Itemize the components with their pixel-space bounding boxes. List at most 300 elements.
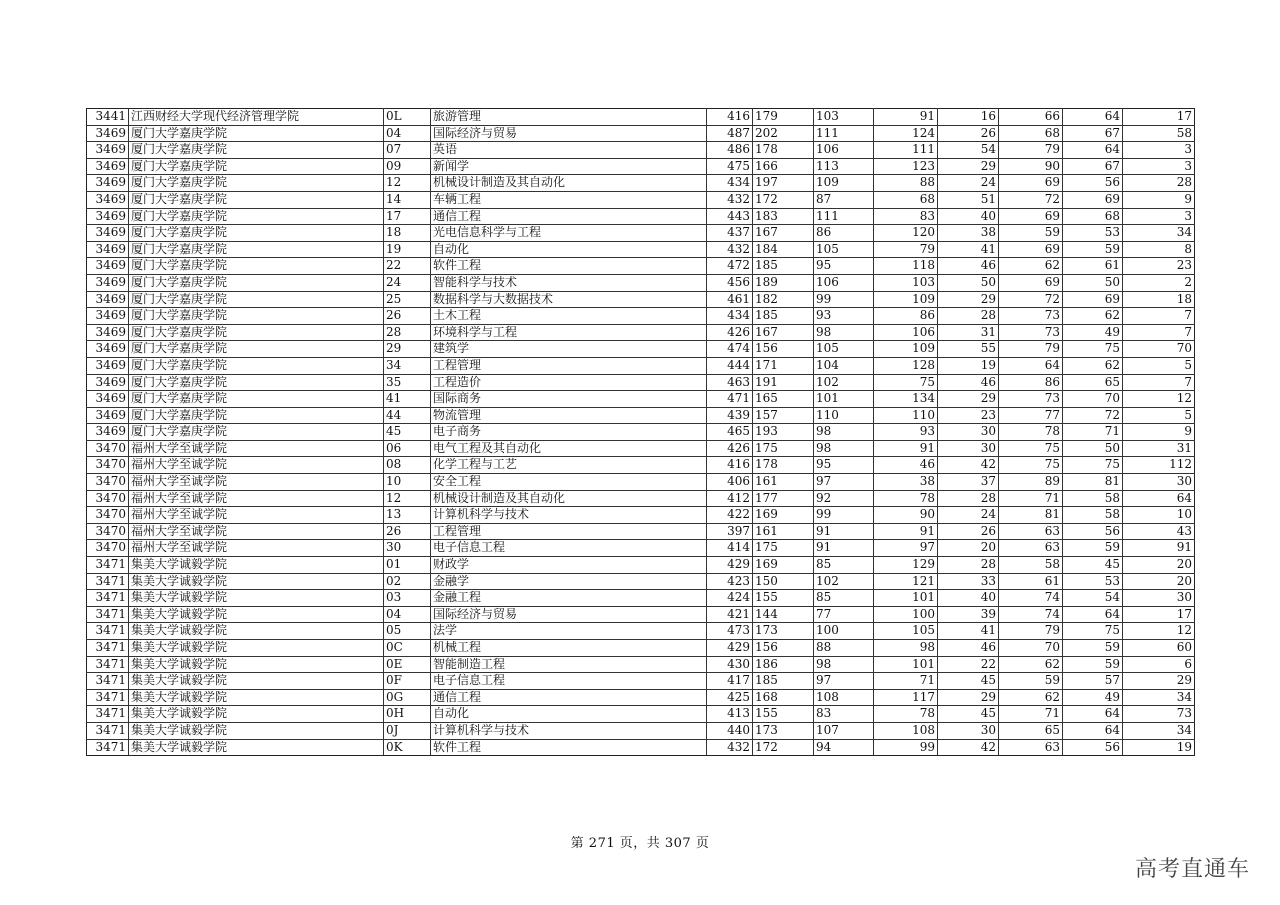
cell-score-2: 186 <box>753 656 814 673</box>
cell-score-7: 64 <box>1063 706 1123 723</box>
cell-school-name: 厦门大学嘉庚学院 <box>129 208 384 225</box>
cell-major-name: 金融学 <box>431 573 707 590</box>
cell-school-name: 江西财经大学现代经济管理学院 <box>129 109 384 126</box>
cell-major-name: 电子信息工程 <box>431 673 707 690</box>
cell-score-2: 157 <box>753 407 814 424</box>
cell-major-code: 26 <box>384 308 431 325</box>
cell-score-4: 108 <box>874 722 938 739</box>
cell-score-8: 7 <box>1123 374 1195 391</box>
cell-score-6: 75 <box>999 457 1063 474</box>
cell-score-5: 38 <box>938 225 999 242</box>
cell-score-5: 29 <box>938 158 999 175</box>
cell-score-3: 85 <box>814 557 874 574</box>
cell-score-6: 73 <box>999 308 1063 325</box>
cell-score-7: 57 <box>1063 673 1123 690</box>
cell-score-4: 128 <box>874 357 938 374</box>
cell-score-2: 193 <box>753 424 814 441</box>
cell-school-name: 福州大学至诚学院 <box>129 474 384 491</box>
cell-score-7: 71 <box>1063 424 1123 441</box>
table-body <box>87 109 1195 756</box>
cell-total-score: 429 <box>707 640 753 657</box>
cell-major-name: 财政学 <box>431 557 707 574</box>
cell-major-name: 土木工程 <box>431 308 707 325</box>
cell-school-code: 3469 <box>87 225 129 242</box>
cell-school-name: 福州大学至诚学院 <box>129 507 384 524</box>
table-row <box>87 440 1195 457</box>
cell-score-3: 83 <box>814 706 874 723</box>
cell-school-code: 3471 <box>87 722 129 739</box>
cell-major-name: 智能科学与技术 <box>431 274 707 291</box>
cell-school-name: 厦门大学嘉庚学院 <box>129 341 384 358</box>
cell-score-7: 81 <box>1063 474 1123 491</box>
cell-score-3: 102 <box>814 573 874 590</box>
cell-school-name: 厦门大学嘉庚学院 <box>129 191 384 208</box>
admission-score-table <box>86 108 1195 756</box>
cell-score-5: 28 <box>938 490 999 507</box>
cell-score-4: 71 <box>874 673 938 690</box>
cell-score-8: 6 <box>1123 656 1195 673</box>
cell-score-7: 59 <box>1063 540 1123 557</box>
cell-score-3: 86 <box>814 225 874 242</box>
cell-score-5: 51 <box>938 191 999 208</box>
cell-major-code: 10 <box>384 474 431 491</box>
cell-score-7: 56 <box>1063 175 1123 192</box>
cell-score-3: 97 <box>814 673 874 690</box>
cell-score-5: 29 <box>938 391 999 408</box>
cell-total-score: 429 <box>707 557 753 574</box>
cell-score-6: 89 <box>999 474 1063 491</box>
cell-score-8: 30 <box>1123 474 1195 491</box>
cell-school-code: 3469 <box>87 125 129 142</box>
cell-score-5: 28 <box>938 308 999 325</box>
cell-major-name: 电子信息工程 <box>431 540 707 557</box>
table-row <box>87 142 1195 159</box>
cell-major-code: 18 <box>384 225 431 242</box>
cell-score-8: 8 <box>1123 241 1195 258</box>
cell-score-8: 5 <box>1123 407 1195 424</box>
table-row <box>87 424 1195 441</box>
cell-score-6: 72 <box>999 191 1063 208</box>
cell-score-7: 75 <box>1063 341 1123 358</box>
cell-score-2: 155 <box>753 706 814 723</box>
cell-score-4: 103 <box>874 274 938 291</box>
cell-school-code: 3469 <box>87 341 129 358</box>
cell-score-2: 150 <box>753 573 814 590</box>
cell-major-code: 22 <box>384 258 431 275</box>
cell-score-2: 189 <box>753 274 814 291</box>
cell-school-name: 集美大学诚毅学院 <box>129 706 384 723</box>
cell-score-3: 99 <box>814 507 874 524</box>
cell-total-score: 487 <box>707 125 753 142</box>
cell-score-5: 46 <box>938 258 999 275</box>
table-row <box>87 158 1195 175</box>
cell-total-score: 444 <box>707 357 753 374</box>
cell-score-2: 197 <box>753 175 814 192</box>
cell-score-2: 185 <box>753 258 814 275</box>
table-row <box>87 490 1195 507</box>
cell-school-name: 集美大学诚毅学院 <box>129 656 384 673</box>
table-row <box>87 656 1195 673</box>
cell-total-score: 426 <box>707 324 753 341</box>
cell-school-name: 集美大学诚毅学院 <box>129 722 384 739</box>
cell-total-score: 473 <box>707 623 753 640</box>
table-row <box>87 109 1195 126</box>
cell-score-6: 66 <box>999 109 1063 126</box>
cell-total-score: 422 <box>707 507 753 524</box>
cell-score-4: 86 <box>874 308 938 325</box>
cell-school-name: 厦门大学嘉庚学院 <box>129 324 384 341</box>
cell-major-code: 08 <box>384 457 431 474</box>
cell-score-6: 70 <box>999 640 1063 657</box>
cell-school-name: 集美大学诚毅学院 <box>129 640 384 657</box>
watermark-logo-text: 高考直通车 <box>1134 857 1250 882</box>
cell-school-code: 3469 <box>87 241 129 258</box>
cell-score-7: 64 <box>1063 109 1123 126</box>
cell-school-name: 福州大学至诚学院 <box>129 457 384 474</box>
cell-score-4: 121 <box>874 573 938 590</box>
cell-score-6: 68 <box>999 125 1063 142</box>
cell-major-code: 19 <box>384 241 431 258</box>
cell-total-score: 416 <box>707 109 753 126</box>
cell-school-name: 集美大学诚毅学院 <box>129 739 384 756</box>
cell-score-2: 167 <box>753 324 814 341</box>
cell-school-code: 3470 <box>87 457 129 474</box>
cell-score-8: 60 <box>1123 640 1195 657</box>
cell-total-score: 426 <box>707 440 753 457</box>
cell-school-code: 3469 <box>87 357 129 374</box>
cell-score-6: 79 <box>999 142 1063 159</box>
table-row <box>87 623 1195 640</box>
cell-major-code: 04 <box>384 125 431 142</box>
cell-school-code: 3469 <box>87 274 129 291</box>
cell-score-4: 118 <box>874 258 938 275</box>
cell-major-name: 国际经济与贸易 <box>431 125 707 142</box>
cell-score-4: 101 <box>874 656 938 673</box>
cell-total-score: 421 <box>707 606 753 623</box>
cell-score-4: 101 <box>874 590 938 607</box>
cell-total-score: 406 <box>707 474 753 491</box>
cell-score-6: 69 <box>999 241 1063 258</box>
cell-school-code: 3469 <box>87 374 129 391</box>
cell-score-3: 93 <box>814 308 874 325</box>
table-row <box>87 523 1195 540</box>
cell-score-8: 29 <box>1123 673 1195 690</box>
cell-score-4: 78 <box>874 706 938 723</box>
cell-school-code: 3470 <box>87 507 129 524</box>
cell-score-7: 59 <box>1063 640 1123 657</box>
table-row <box>87 673 1195 690</box>
cell-school-code: 3471 <box>87 573 129 590</box>
cell-score-6: 78 <box>999 424 1063 441</box>
cell-score-5: 22 <box>938 656 999 673</box>
cell-school-name: 集美大学诚毅学院 <box>129 557 384 574</box>
cell-total-score: 465 <box>707 424 753 441</box>
cell-score-8: 31 <box>1123 440 1195 457</box>
cell-school-code: 3469 <box>87 258 129 275</box>
cell-major-name: 计算机科学与技术 <box>431 722 707 739</box>
cell-school-code: 3471 <box>87 656 129 673</box>
cell-score-6: 69 <box>999 274 1063 291</box>
cell-total-score: 475 <box>707 158 753 175</box>
cell-score-7: 50 <box>1063 274 1123 291</box>
cell-score-8: 3 <box>1123 142 1195 159</box>
cell-score-4: 106 <box>874 324 938 341</box>
cell-school-name: 厦门大学嘉庚学院 <box>129 291 384 308</box>
cell-score-6: 74 <box>999 590 1063 607</box>
cell-score-2: 171 <box>753 357 814 374</box>
cell-school-name: 厦门大学嘉庚学院 <box>129 241 384 258</box>
cell-score-8: 91 <box>1123 540 1195 557</box>
cell-score-4: 110 <box>874 407 938 424</box>
cell-score-3: 95 <box>814 258 874 275</box>
cell-school-code: 3469 <box>87 191 129 208</box>
cell-major-code: 0H <box>384 706 431 723</box>
cell-score-8: 17 <box>1123 606 1195 623</box>
cell-score-7: 62 <box>1063 357 1123 374</box>
cell-score-8: 7 <box>1123 308 1195 325</box>
cell-score-3: 105 <box>814 341 874 358</box>
cell-score-4: 83 <box>874 208 938 225</box>
cell-score-4: 79 <box>874 241 938 258</box>
cell-score-2: 202 <box>753 125 814 142</box>
cell-school-code: 3471 <box>87 706 129 723</box>
cell-total-score: 437 <box>707 225 753 242</box>
cell-school-name: 厦门大学嘉庚学院 <box>129 142 384 159</box>
cell-school-name: 厦门大学嘉庚学院 <box>129 424 384 441</box>
cell-score-2: 182 <box>753 291 814 308</box>
cell-major-code: 13 <box>384 507 431 524</box>
cell-score-4: 129 <box>874 557 938 574</box>
cell-score-6: 71 <box>999 490 1063 507</box>
cell-school-code: 3469 <box>87 158 129 175</box>
cell-score-7: 67 <box>1063 125 1123 142</box>
cell-score-4: 91 <box>874 109 938 126</box>
cell-score-4: 134 <box>874 391 938 408</box>
cell-score-3: 108 <box>814 689 874 706</box>
cell-score-4: 124 <box>874 125 938 142</box>
cell-major-code: 0G <box>384 689 431 706</box>
cell-score-2: 179 <box>753 109 814 126</box>
table-row <box>87 308 1195 325</box>
cell-major-name: 数据科学与大数据技术 <box>431 291 707 308</box>
cell-score-2: 185 <box>753 308 814 325</box>
cell-score-8: 34 <box>1123 689 1195 706</box>
cell-school-code: 3470 <box>87 490 129 507</box>
cell-score-3: 103 <box>814 109 874 126</box>
cell-major-name: 通信工程 <box>431 689 707 706</box>
cell-major-code: 0L <box>384 109 431 126</box>
cell-score-7: 50 <box>1063 440 1123 457</box>
cell-major-name: 机械工程 <box>431 640 707 657</box>
cell-score-5: 40 <box>938 208 999 225</box>
cell-score-4: 78 <box>874 490 938 507</box>
cell-score-3: 101 <box>814 391 874 408</box>
cell-score-3: 87 <box>814 191 874 208</box>
cell-score-2: 161 <box>753 474 814 491</box>
cell-score-2: 178 <box>753 457 814 474</box>
cell-score-5: 23 <box>938 407 999 424</box>
cell-score-2: 175 <box>753 540 814 557</box>
cell-total-score: 439 <box>707 407 753 424</box>
cell-score-7: 70 <box>1063 391 1123 408</box>
cell-score-5: 31 <box>938 324 999 341</box>
cell-total-score: 424 <box>707 590 753 607</box>
cell-major-code: 0K <box>384 739 431 756</box>
cell-score-8: 9 <box>1123 424 1195 441</box>
cell-school-name: 厦门大学嘉庚学院 <box>129 225 384 242</box>
cell-score-3: 113 <box>814 158 874 175</box>
cell-score-4: 46 <box>874 457 938 474</box>
cell-score-7: 53 <box>1063 225 1123 242</box>
cell-school-name: 厦门大学嘉庚学院 <box>129 158 384 175</box>
table-row <box>87 557 1195 574</box>
cell-major-code: 34 <box>384 357 431 374</box>
cell-score-5: 24 <box>938 507 999 524</box>
cell-score-6: 73 <box>999 324 1063 341</box>
cell-school-name: 厦门大学嘉庚学院 <box>129 391 384 408</box>
cell-major-code: 29 <box>384 341 431 358</box>
cell-score-7: 49 <box>1063 689 1123 706</box>
cell-score-2: 185 <box>753 673 814 690</box>
cell-score-5: 19 <box>938 357 999 374</box>
cell-score-3: 94 <box>814 739 874 756</box>
cell-school-code: 3471 <box>87 590 129 607</box>
cell-major-name: 软件工程 <box>431 258 707 275</box>
cell-major-name: 国际经济与贸易 <box>431 606 707 623</box>
cell-score-4: 93 <box>874 424 938 441</box>
cell-score-7: 56 <box>1063 523 1123 540</box>
cell-score-6: 74 <box>999 606 1063 623</box>
cell-score-8: 5 <box>1123 357 1195 374</box>
cell-school-code: 3469 <box>87 324 129 341</box>
cell-school-code: 3469 <box>87 142 129 159</box>
cell-score-4: 109 <box>874 291 938 308</box>
cell-total-score: 471 <box>707 391 753 408</box>
cell-score-5: 29 <box>938 291 999 308</box>
table-row <box>87 125 1195 142</box>
cell-major-name: 建筑学 <box>431 341 707 358</box>
cell-score-8: 18 <box>1123 291 1195 308</box>
cell-total-score: 456 <box>707 274 753 291</box>
cell-score-3: 111 <box>814 125 874 142</box>
cell-score-8: 58 <box>1123 125 1195 142</box>
cell-score-4: 88 <box>874 175 938 192</box>
cell-school-code: 3470 <box>87 440 129 457</box>
cell-total-score: 434 <box>707 175 753 192</box>
table-row <box>87 241 1195 258</box>
cell-score-5: 41 <box>938 623 999 640</box>
cell-major-code: 41 <box>384 391 431 408</box>
cell-total-score: 463 <box>707 374 753 391</box>
cell-major-code: 12 <box>384 490 431 507</box>
cell-school-code: 3471 <box>87 673 129 690</box>
cell-score-6: 62 <box>999 656 1063 673</box>
cell-score-8: 34 <box>1123 722 1195 739</box>
cell-score-7: 45 <box>1063 557 1123 574</box>
cell-school-name: 集美大学诚毅学院 <box>129 623 384 640</box>
table-row <box>87 208 1195 225</box>
cell-score-6: 75 <box>999 440 1063 457</box>
cell-school-code: 3470 <box>87 540 129 557</box>
cell-major-code: 09 <box>384 158 431 175</box>
cell-score-6: 77 <box>999 407 1063 424</box>
cell-total-score: 416 <box>707 457 753 474</box>
cell-major-name: 智能制造工程 <box>431 656 707 673</box>
cell-score-2: 191 <box>753 374 814 391</box>
cell-school-name: 厦门大学嘉庚学院 <box>129 374 384 391</box>
cell-major-name: 自动化 <box>431 706 707 723</box>
cell-total-score: 432 <box>707 739 753 756</box>
table-row <box>87 722 1195 739</box>
cell-score-5: 26 <box>938 125 999 142</box>
cell-score-5: 54 <box>938 142 999 159</box>
cell-score-4: 109 <box>874 341 938 358</box>
cell-major-name: 工程造价 <box>431 374 707 391</box>
cell-major-name: 机械设计制造及其自动化 <box>431 175 707 192</box>
cell-school-name: 福州大学至诚学院 <box>129 540 384 557</box>
cell-school-name: 集美大学诚毅学院 <box>129 573 384 590</box>
cell-total-score: 425 <box>707 689 753 706</box>
table-row <box>87 590 1195 607</box>
table-row <box>87 374 1195 391</box>
cell-total-score: 472 <box>707 258 753 275</box>
cell-major-name: 旅游管理 <box>431 109 707 126</box>
cell-school-code: 3469 <box>87 291 129 308</box>
cell-major-name: 法学 <box>431 623 707 640</box>
cell-score-3: 98 <box>814 656 874 673</box>
cell-score-8: 34 <box>1123 225 1195 242</box>
cell-score-7: 69 <box>1063 291 1123 308</box>
cell-school-name: 厦门大学嘉庚学院 <box>129 274 384 291</box>
cell-score-4: 91 <box>874 440 938 457</box>
cell-score-8: 30 <box>1123 590 1195 607</box>
cell-score-3: 110 <box>814 407 874 424</box>
cell-total-score: 440 <box>707 722 753 739</box>
cell-total-score: 443 <box>707 208 753 225</box>
cell-score-7: 65 <box>1063 374 1123 391</box>
cell-school-name: 集美大学诚毅学院 <box>129 689 384 706</box>
cell-score-6: 58 <box>999 557 1063 574</box>
cell-major-code: 0J <box>384 722 431 739</box>
cell-score-3: 95 <box>814 457 874 474</box>
cell-score-2: 172 <box>753 739 814 756</box>
cell-major-code: 24 <box>384 274 431 291</box>
cell-total-score: 432 <box>707 191 753 208</box>
cell-score-4: 111 <box>874 142 938 159</box>
cell-score-2: 156 <box>753 341 814 358</box>
cell-major-name: 国际商务 <box>431 391 707 408</box>
cell-school-code: 3471 <box>87 623 129 640</box>
cell-score-3: 97 <box>814 474 874 491</box>
cell-score-7: 64 <box>1063 606 1123 623</box>
cell-score-7: 59 <box>1063 656 1123 673</box>
cell-score-6: 73 <box>999 391 1063 408</box>
cell-major-code: 14 <box>384 191 431 208</box>
cell-score-4: 100 <box>874 606 938 623</box>
cell-total-score: 432 <box>707 241 753 258</box>
cell-major-name: 新闻学 <box>431 158 707 175</box>
cell-major-code: 26 <box>384 523 431 540</box>
cell-score-2: 166 <box>753 158 814 175</box>
cell-major-code: 25 <box>384 291 431 308</box>
cell-score-3: 107 <box>814 722 874 739</box>
cell-score-2: 173 <box>753 722 814 739</box>
cell-score-8: 28 <box>1123 175 1195 192</box>
table-row <box>87 507 1195 524</box>
cell-score-5: 30 <box>938 440 999 457</box>
cell-score-5: 41 <box>938 241 999 258</box>
cell-score-3: 85 <box>814 590 874 607</box>
